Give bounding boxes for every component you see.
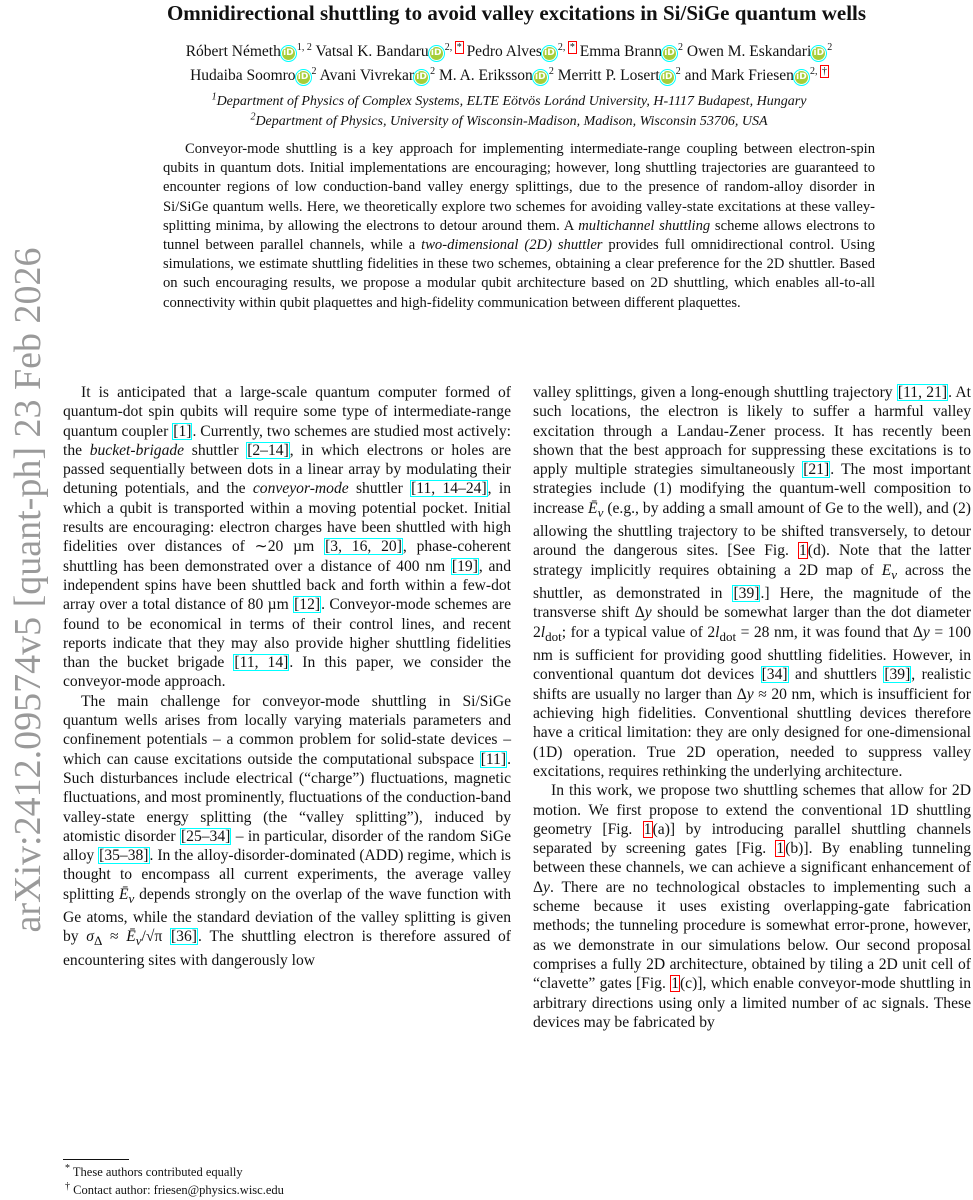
orcid-icon[interactable]: iD [297,72,309,82]
author-affiliation-sup: 2, [809,65,820,77]
citation-link[interactable]: [35–38] [99,847,149,865]
author-name[interactable]: Avani Vivrekar [319,67,415,84]
footnotes [63,1163,513,1199]
citation-link[interactable]: [11] [480,750,507,768]
author-affiliation-sup: 2, [557,41,568,53]
body-column-right [533,383,971,1032]
author-name[interactable]: Hudaiba Soomro [190,67,296,84]
author-name[interactable]: Róbert Németh [185,43,281,60]
author-list: Róbert Németh iD$^{1, 2}$ Vatsal K. Bandaru $iD^{2, *}$ Pedro Alves $iD^{2, *}$ Emma Brann $iD^2$ Owen M. Eskandari $iD^2$ Hudaiba Soomro $iD^2$ Avani Vivrekar $iD^2$ M. A. Eriksson $iD^2$ Merritt P. Losert $iD^2$ and Mark Friesen $iD^{2, \dagger}$ [185,41,833,84]
body-column-left [63,383,511,970]
affiliation-2: $^2$Department of Physics, University of Wisconsin-Madison, Madison, Wisconsin 53706, USA [250,111,768,129]
footnote-link[interactable]: * [569,41,575,53]
orcid-icon[interactable]: iD [664,48,675,58]
footnote-1: * These authors contributed equally [65,1162,243,1179]
figure-link[interactable]: 1 [671,975,679,993]
affiliation-1: $^1$Department of Physics of Complex Systems, ELTE Eötvös Loránd University, H-1117 Budapest, Hungary [211,91,807,109]
author-affiliation-sup: 1, 2 [296,41,312,53]
author-affiliation-sup: 2 [430,65,436,77]
orcid-icon[interactable]: iD [416,72,427,82]
footnote-2: † Contact author: friesen@physics.wisc.edu [65,1180,284,1197]
author-affiliation-sup: 2 [827,41,833,53]
author-affiliation-sup: 2 [311,65,317,77]
paper-title: Omnidirectional shuttling to avoid valley excitations in Si/SiGe quantum wells [166,1,867,25]
citation-link[interactable]: [39] [733,585,760,603]
orcid-icon[interactable]: iD [796,72,807,82]
paragraph: In this work, we propose two shuttling schemes that allow for 2D motion. We first propose to extend the conventional 1D shuttling geometry [Fig. 1(a)] by introducing parallel shuttling channels separated by screening gates [Fig. 1(b)]. By enabling tunneling between these channels, we can achieve a significant enhancement of Δy. There are no technological obstacles to implementing such a scheme because it uses existing overlapping-gate fabrication methods; the tunneling procedure is somewhat error-prone, however, as we demonstrate in our simulations below. Our second proposal comprises a fully 2D architecture, obtained by tiling a 2D unit cell of “clavette” gates [Fig. 1(c)], which enable conveyor-mode shuttling in arbitrary directions using only a limited number of ac signals. These devices may be fabricated by [533,782,972,1031]
author-name[interactable]: Vatsal K. Bandaru [315,43,429,60]
author-name[interactable]: Mark Friesen [710,67,794,84]
figure-link[interactable]: 1 [643,820,652,838]
orcid-icon[interactable]: iD [544,48,555,58]
abstract: Conveyor-mode shuttling is a key approach for implementing intermediate-range coupling between electron-spin qubits in quantum dots. Initial implementations are encouraging; however, long shuttling trajectories are guaranteed to encounter regions of low conduction-band valley energy splittings, due to the presence of random-alloy disorder in Si/SiGe quantum wells. Here, we theoretically explore two schemes for avoiding valley-state excitations at these valley-splitting minima, by allowing the electrons to detour around them. A multichannel shuttling scheme allows electrons to tunnel between parallel channels, while a two-dimensional (2D) shuttler provides full omnidirectional control. Using simulations, we estimate shuttling fidelities in these two schemes, obtaining a clear preference for the 2D shuttler. Based on such encouraging results, we propose a modular qubit architecture based on 2D shuttling, which enables all-to-all connectivity within qubit plaquettes and high-fidelity communication between different plaquettes. [163,141,876,311]
citation-link[interactable]: [39] [884,666,911,684]
author-name[interactable]: Emma Brann [579,43,662,60]
citation-link[interactable]: [34] [761,666,788,684]
paragraph: The main challenge for conveyor-mode shuttling in Si/SiGe quantum wells arises from locally varying materials parameters and confinement potentials – a common problem for solid-state devices – which can cause excitations outside the computational subspace [11]. Such disturbances include electrical (“charge”) fluctuations, magnetic fluctuations, and most prominently, fluctuations of the conduction-band valley-state energy splitting (the “valley splitting”), induced by atomistic disorder [25–34] – in particular, disorder of the random SiGe alloy [35–38]. In the alloy-disorder-dominated (ADD) regime, which is thought to encompass all current experiments, the average valley splitting $Ē_v$ depends strongly on the overlap of the wave function with Ge atoms, while the standard deviation of the valley splitting is given by $\sigma_\Delta$ ≈ $Ē_v/√\pi$ [36]. The shuttling electron is therefore assured of encountering sites with dangerously low [63,692,512,969]
citation-link[interactable]: [36] [170,928,197,946]
footnote-link[interactable]: † [821,65,827,77]
citation-link[interactable]: [19] [451,557,478,575]
footnote-divider [63,1159,129,1160]
citation-link[interactable]: [2–14] [247,441,289,459]
author-affiliation-sup: 2, [444,41,455,53]
author-affiliation-sup: 2 [678,41,683,53]
orcid-icon[interactable]: iD [283,48,294,58]
author-name[interactable]: Pedro Alves [466,43,542,60]
arxiv-identifier: arXiv:2412.09574v5 [quant-ph] 23 Feb 2026 [7,247,49,933]
orcid-icon[interactable]: iD [430,48,442,58]
orcid-icon[interactable]: iD [535,72,546,82]
paragraph: valley splittings, given a long-enough shuttling trajectory [11, 21]. At such locations, the electron is likely to suffer a harmful valley excitation through a Landau-Zener process. It has recently been shown that the best approach for suppressing these excitations is to apply multiple strategies simultaneously [21]. The most important strategies include (1) modifying the quantum-well composition to increase $Ē_v$ (e.g., by adding a small amount of Ge to the well), and (2) allowing the shuttling trajectory to be shifted transversely, to detour around the dangerous sites. [See Fig. 1(d). Note that the latter strategy implicitly requires obtaining a 2D map of $E_v$ across the shuttler, as demonstrated in [39].] Here, the magnitude of the transverse shift Δy should be somewhat larger than the dot diameter $2l_{dot}$; for a typical value of $2l_{dot} = 28$ nm, it was found that Δy = 100 nm is sufficient for providing good shuttling fidelities. However, in conventional quantum dot devices [34] and shuttlers [39], realistic shifts are usually no larger than Δy ≈ 20 nm, which is insufficient for achieving high fidelities. Conventional shuttling devices therefore have a critical limitation: they are only designed for one-dimensional (1D) operation. True 2D operation, needed to suppress valley excitations, requires rethinking the underlying architecture. [533,384,972,780]
citation-link[interactable]: [1] [173,422,192,440]
author-affiliation-sup: 2 [675,65,681,77]
figure-link[interactable]: 1 [776,840,785,858]
citation-link[interactable]: [11, 21] [897,384,948,401]
author-name[interactable]: M. A. Eriksson [438,67,533,84]
orcid-icon[interactable]: iD [661,72,673,82]
citation-link[interactable]: [12] [294,596,321,614]
citation-link[interactable]: [25–34] [180,827,231,845]
citation-link[interactable]: [3, 16, 20] [325,538,402,556]
orcid-icon[interactable]: iD [813,48,825,58]
figure-link[interactable]: 1 [799,542,807,560]
citation-link[interactable]: [11, 14] [234,654,289,672]
citation-link[interactable]: [11, 14–24] [411,480,487,498]
author-affiliation-sup: 2 [548,65,554,77]
author-name[interactable]: Owen M. Eskandari [686,43,812,60]
citation-link[interactable]: [21] [803,461,830,479]
paragraph: It is anticipated that a large-scale quantum computer formed of quantum-dot spin qubits will require some type of intermediate-range quantum coupler [1]. Currently, two schemes are studied most actively: the bucket-brigade shuttler [2–14], in which electrons or holes are passed sequentially between dots in a linear array by modulating their detuning potentials, and the conveyor-mode shuttler [11, 14–24], in which a qubit is transported within a moving potential pocket. Initial results are encouraging: electron charges have been shuttled with high fidelities over distances of ∼20 µm [3, 16, 20], phase-coherent shuttling has been demonstrated over a distance of 400 nm [19], and independent spins have been shuttled back and forth within a few-dot array over a total distance of 80 µm [12]. Conveyor-mode schemes are found to be economical in terms of their control lines, and recent reports indicate that they may also provide higher shuttling fidelities than the bucket brigade [11, 14]. In this paper, we consider the conveyor-mode approach. [63,384,512,691]
affiliations [65,92,953,132]
author-name[interactable]: Merritt P. Losert [557,67,660,84]
footnote-link[interactable]: * [456,41,462,53]
